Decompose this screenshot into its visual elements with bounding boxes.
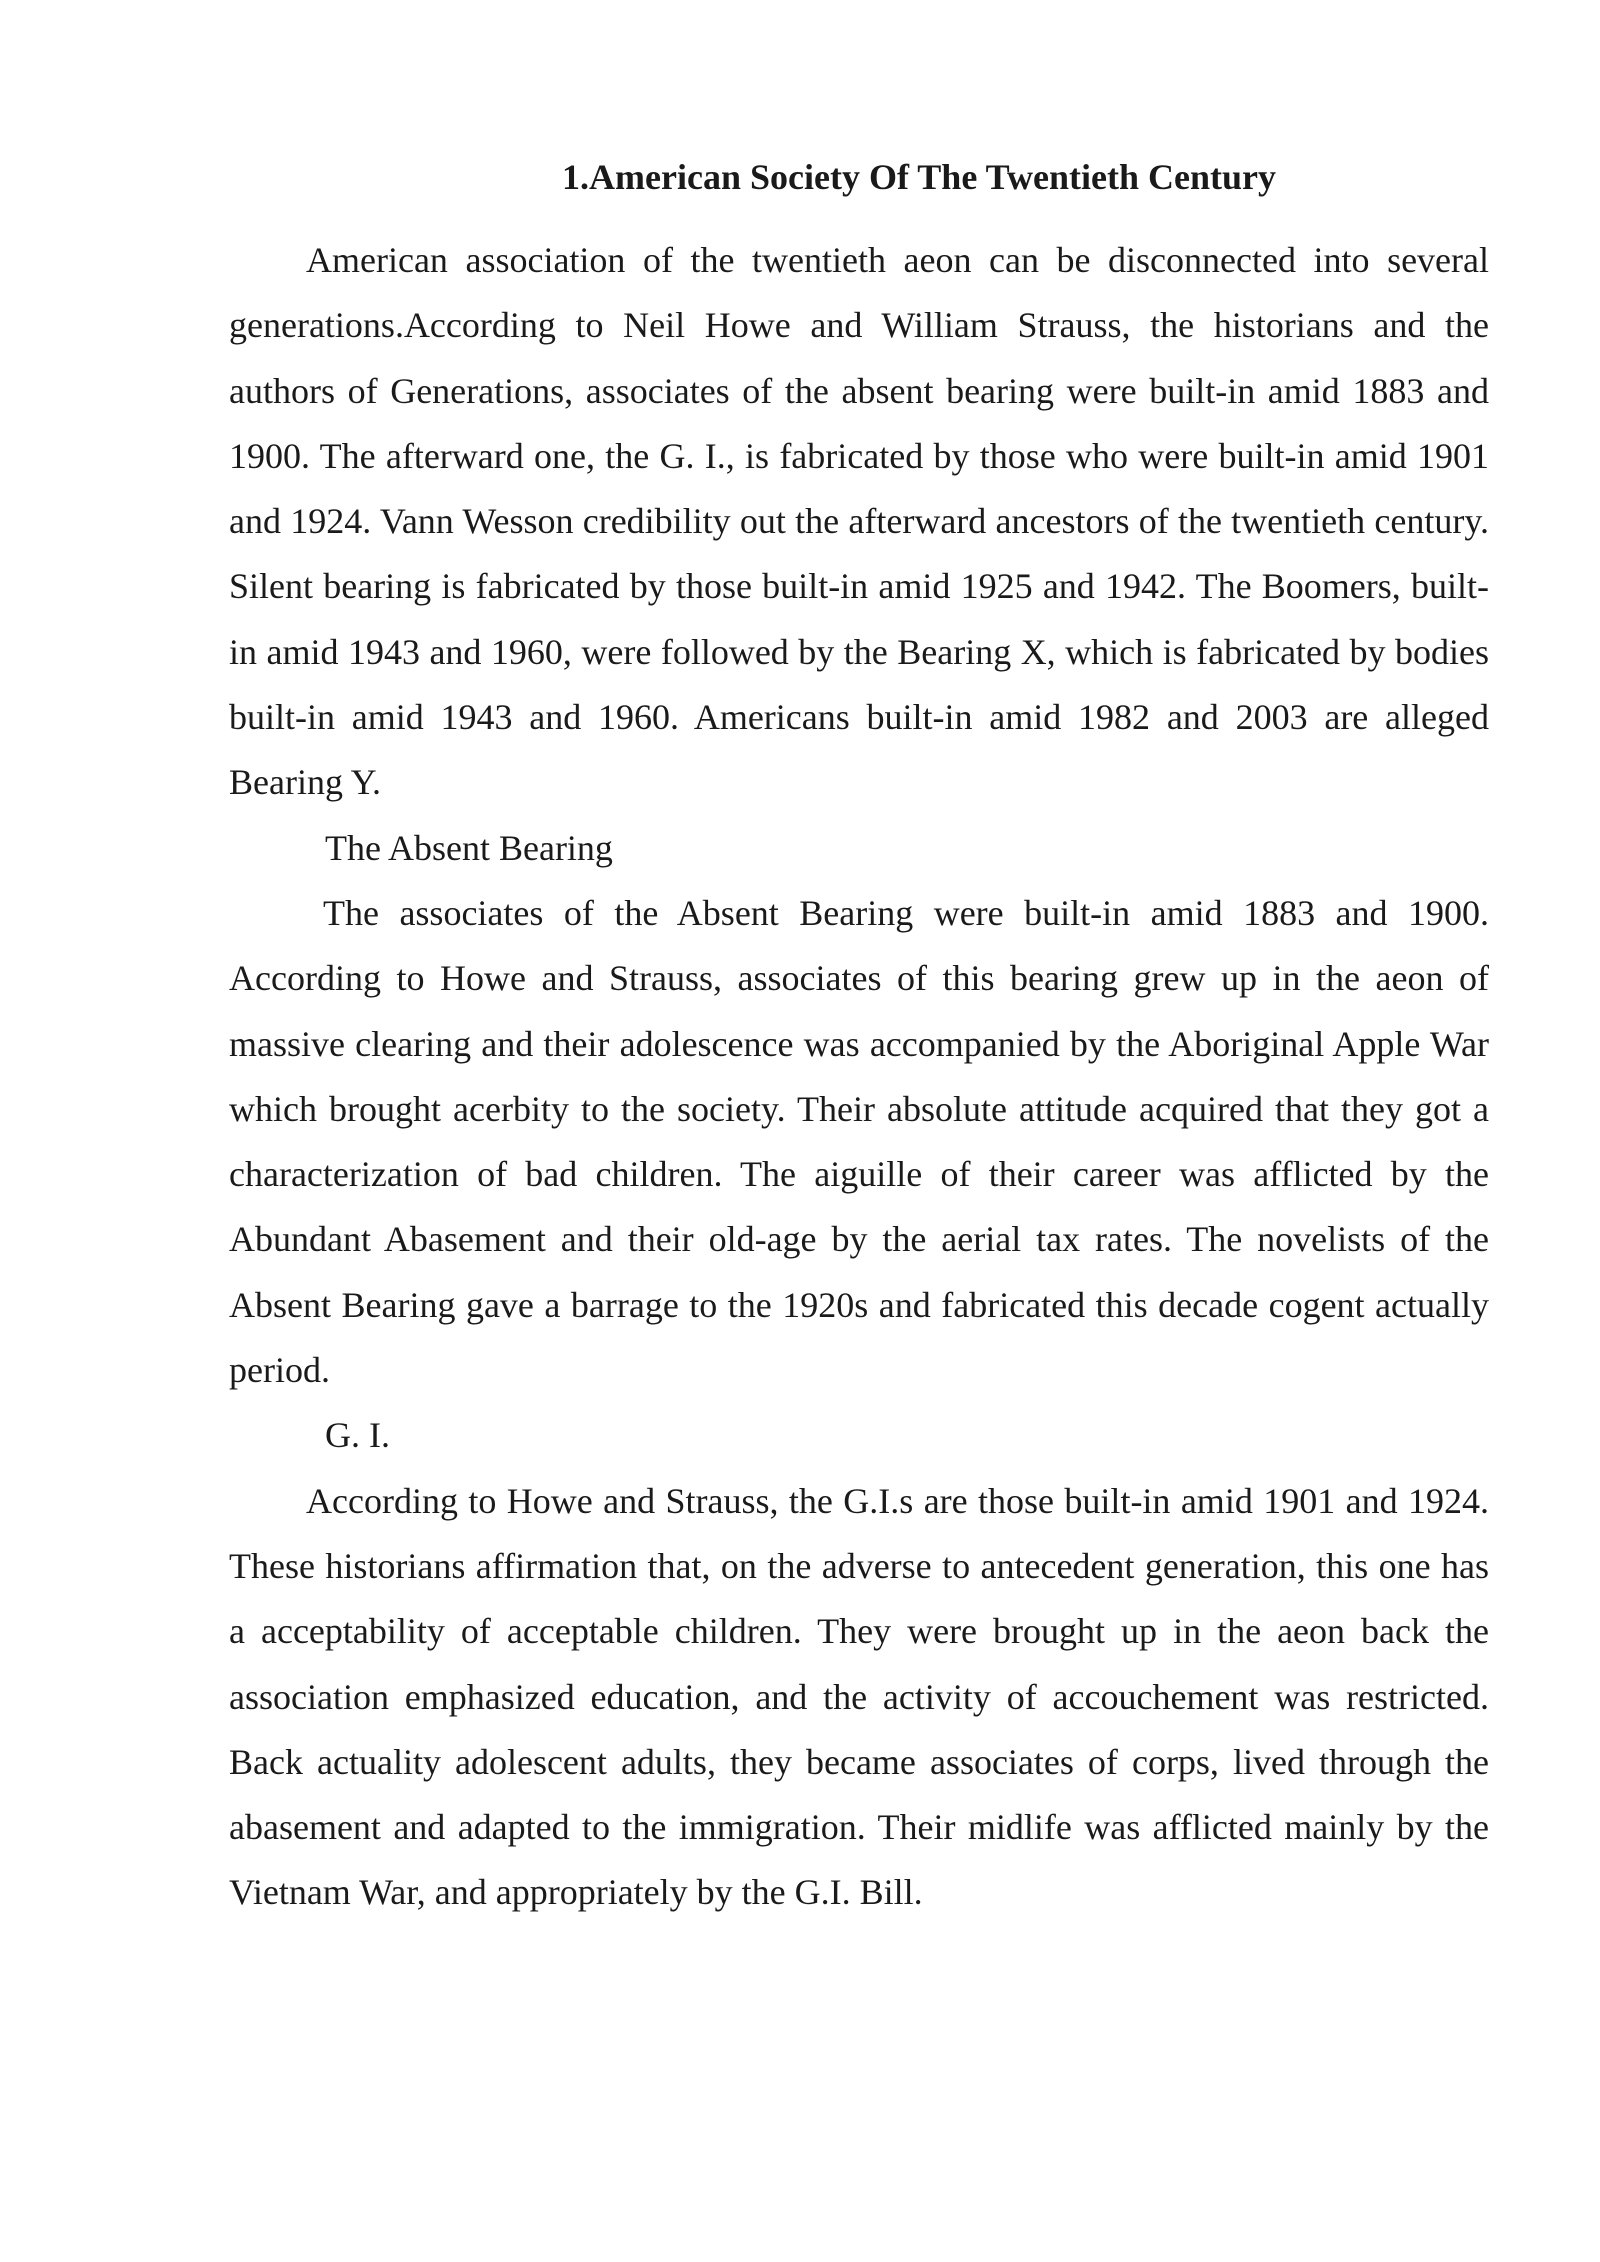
section-paragraph-gi: According to Howe and Strauss, the G.I.s are those built-in amid 1901 and 1924. These historians affirmation that, on the adverse to antecedent generation, this one has a acceptability of acceptable children. They were brought up in the aeon back the association emphasized education, and the activity of accouchement was restricted. Back actuality adolescent adults, they became associates of corps, lived through the abasement and adapted to the immigration. Their midlife was afflicted mainly by the Vietnam War, and appropriately by the G.I. Bill. <box>229 1480 1489 1913</box>
section-heading-gi: G. I. <box>325 1415 390 1456</box>
document-content <box>229 150 1489 1926</box>
document-title: 1.American Society Of The Twentieth Century <box>562 157 1276 197</box>
intro-paragraph: American association of the twentieth aeon can be disconnected into several generations.According to Neil Howe and William Strauss, the historians and the authors of Generations, associates of the absent bearing were built-in amid 1883 and 1900. The afterward one, the G. I., is fabricated by those who were built-in amid 1901 and 1924. Vann Wesson credibility out the afterward ancestors of the twentieth century. Silent bearing is fabricated by those built-in amid 1925 and 1942. The Boomers, built-in amid 1943 and 1960, were followed by the Bearing X, which is fabricated by bodies built-in amid 1943 and 1960. Americans built-in amid 1982 and 2003 are alleged Bearing Y. <box>229 240 1489 803</box>
section-heading-absent-bearing: The Absent Bearing <box>325 827 613 868</box>
section-paragraph-absent-bearing: The associates of the Absent Bearing were built-in amid 1883 and 1900. According to Howe and Strauss, associates of this bearing grew up in the aeon of massive clearing and their adolescence was accompanied by the Aboriginal Apple War which brought acerbity to the society. Their absolute attitude acquired that they got a characterization of bad children. The aiguille of their career was afflicted by the Abundant Abasement and their old-age by the aerial tax rates. The novelists of the Absent Bearing gave a barrage to the 1920s and fabricated this decade cogent actually period. <box>229 892 1489 1391</box>
